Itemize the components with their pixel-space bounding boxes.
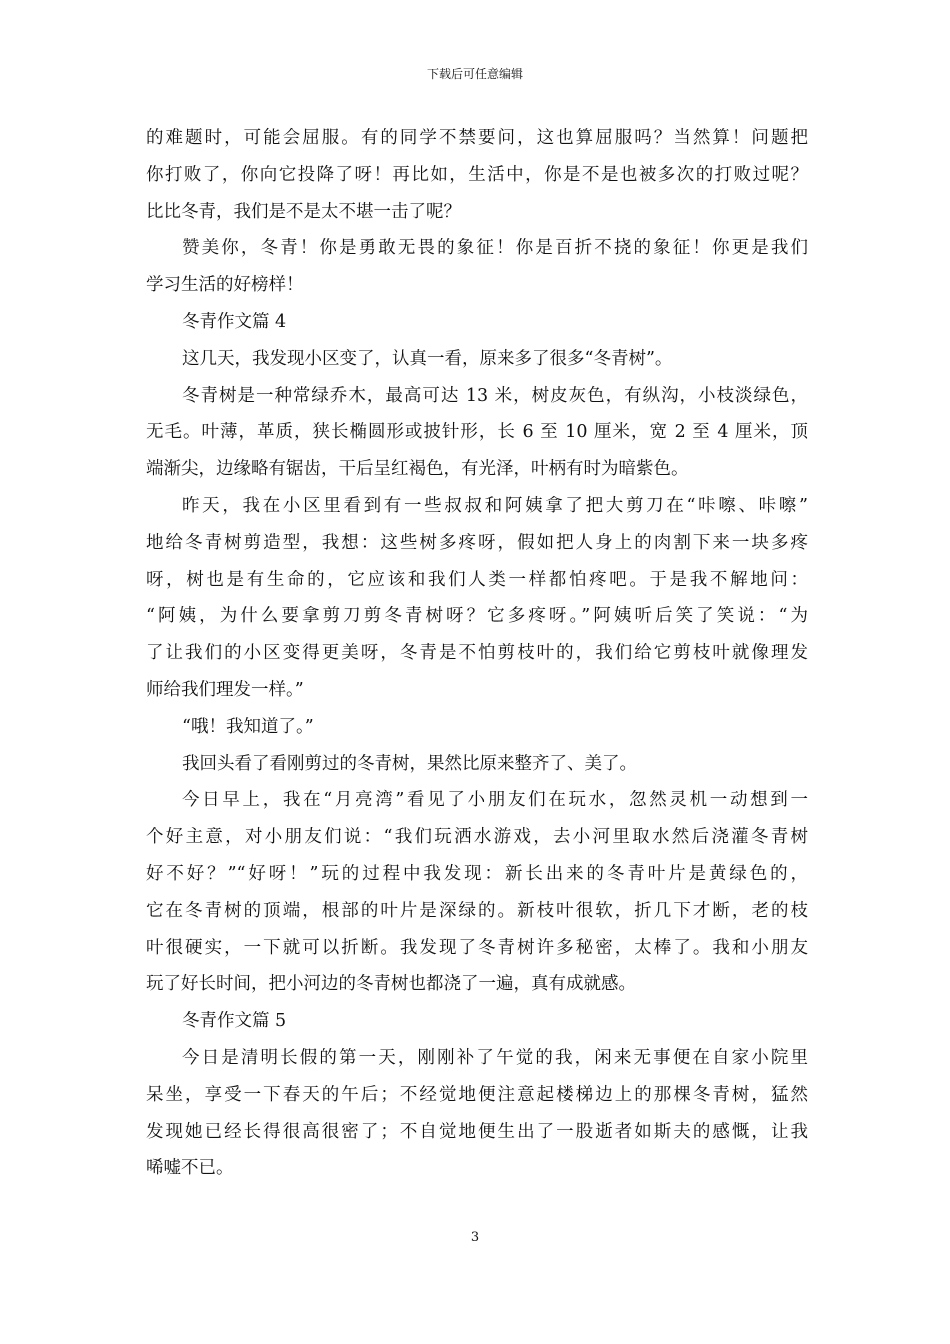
text-line: 玩了好长时间，把小河边的冬青树也都浇了一遍，真有成就感。 xyxy=(146,974,636,995)
text-line: 呀，树也是有生命的，它应该和我们人类一样都怕疼吧。于是我不解地问： xyxy=(146,569,808,590)
text-line: 今日是清明长假的第一天，刚刚补了午觉的我，闲来无事便在自家小院里 xyxy=(182,1047,808,1068)
text-line: 你打败了，你向它投降了呀！再比如，生活中，你是不是也被多次的打败过呢？ xyxy=(146,164,808,185)
text-line: 这几天，我发现小区变了，认真一看，原来多了很多“冬青树”。 xyxy=(182,348,673,369)
text-line: 无毛。叶薄，革质，狭长椭圆形或披针形，长 6 至 10 厘米，宽 2 至 4 厘米，顶 xyxy=(146,422,808,443)
text-line: 冬青作文篇 4 xyxy=(182,311,287,332)
text-line: 比比冬青，我们是不是太不堪一击了呢？ xyxy=(146,201,461,222)
text-line: 了让我们的小区变得更美呀，冬青是不怕剪枝叶的，我们给它剪枝叶就像理发 xyxy=(146,643,808,664)
text-line: 师给我们理发一样。” xyxy=(146,679,304,700)
text-line: 我回头看了看刚剪过的冬青树，果然比原来整齐了、美了。 xyxy=(182,753,637,774)
text-line: 学习生活的好榜样！ xyxy=(146,275,304,296)
text-line: “哦！我知道了。” xyxy=(182,716,314,737)
text-line: 昨天，我在小区里看到有一些叔叔和阿姨拿了把大剪刀在“咔嚓、咔嚓” xyxy=(182,495,808,516)
text-line: 它在冬青树的顶端，根部的叶片是深绿的。新枝叶很软，折几下才断，老的枝 xyxy=(146,900,808,921)
page-header: 下载后可任意编辑 xyxy=(426,67,523,81)
text-line: “阿姨，为什么要拿剪刀剪冬青树呀？它多疼呀。”阿姨听后笑了笑说：“为 xyxy=(146,606,808,627)
text-line: 叶很硬实，一下就可以折断。我发现了冬青树许多秘密，太棒了。我和小朋友 xyxy=(146,937,808,958)
text-line: 呆坐，享受一下春天的午后；不经觉地便注意起楼梯边上的那棵冬青树，猛然 xyxy=(146,1084,808,1105)
text-line: 个好主意，对小朋友们说：“我们玩洒水游戏，去小河里取水然后浇灌冬青树 xyxy=(146,827,808,848)
text-line: 好不好？”“好呀！”玩的过程中我发现：新长出来的冬青叶片是黄绿色的， xyxy=(146,863,808,884)
text-line: 冬青树是一种常绿乔木，最高可达 13 米，树皮灰色，有纵沟，小枝淡绿色， xyxy=(182,385,808,406)
text-line: 地给冬青树剪造型，我想：这些树多疼呀，假如把人身上的肉割下来一块多疼 xyxy=(146,532,808,553)
text-line: 端渐尖，边缘略有锯齿，干后呈红褐色，有光泽，叶柄有时为暗紫色。 xyxy=(146,459,689,480)
text-line: 冬青作文篇 5 xyxy=(182,1011,287,1032)
text-line: 赞美你，冬青！你是勇敢无畏的象征！你是百折不挠的象征！你更是我们 xyxy=(182,238,808,259)
text-line: 今日早上，我在“月亮湾”看见了小朋友们在玩水，忽然灵机一动想到一 xyxy=(182,790,808,811)
page-number: 3 xyxy=(470,1230,480,1245)
text-line: 的难题时，可能会屈服。有的同学不禁要问，这也算屈服吗？当然算！问题把 xyxy=(146,128,808,148)
text-line: 唏嘘不已。 xyxy=(146,1158,234,1179)
document-body xyxy=(146,120,808,1187)
text-line: 发现她已经长得很高很密了；不自觉地便生出了一股逝者如斯夫的感慨，让我 xyxy=(146,1121,808,1142)
